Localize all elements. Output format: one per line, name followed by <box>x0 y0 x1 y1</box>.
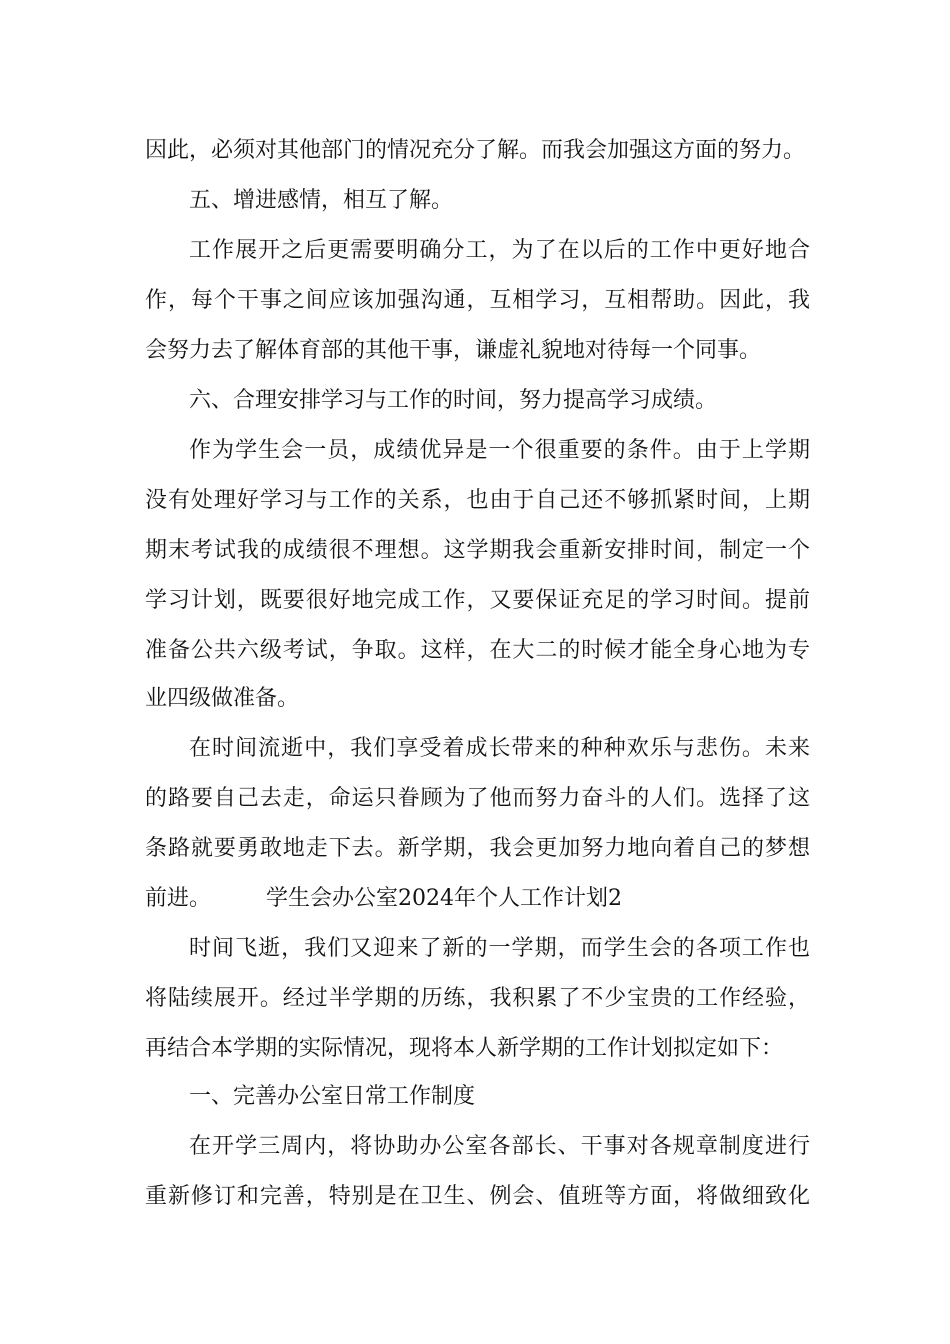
body-text-line: 业四级做准备。 <box>145 686 300 711</box>
body-text-line: 期末考试我的成绩很不理想。这学期我会重新安排时间，制定一个 <box>145 538 810 563</box>
body-text-line: 再结合本学期的实际情况，现将本人新学期的工作计划拟定如下： <box>145 1036 784 1061</box>
body-text-line: 准备公共六级考试，争取。这样，在大二的时候才能全身心地为专 <box>145 638 810 663</box>
body-text-line: 重新修订和完善，特别是在卫生、例会、值班等方面，将做细致化 <box>145 1184 810 1209</box>
body-text-line: 将陆续展开。经过半学期的历练，我积累了不少宝贵的工作经验， <box>145 986 810 1011</box>
body-text-line: 的路要自己去走，命运只眷顾为了他而努力奋斗的人们。选择了这 <box>145 786 810 811</box>
paragraph-first-line: 时间飞逝，我们又迎来了新的一学期，而学生会的各项工作也 <box>189 936 810 961</box>
paragraph-first-line: 在开学三周内，将协助办公室各部长、干事对各规章制度进行 <box>189 1134 810 1159</box>
body-text-line: 会努力去了解体育部的其他干事，谦虚礼貌地对待每一个同事。 <box>145 338 762 363</box>
section-heading: 一、完善办公室日常工作制度 <box>189 1084 476 1109</box>
body-text-line: 条路就要勇敢地走下去。新学期，我会更加努力地向着自己的梦想 <box>145 836 810 861</box>
section-heading: 五、增进感情，相互了解。 <box>189 188 454 213</box>
body-text-line: 没有处理好学习与工作的关系，也由于自己还不够抓紧时间，上期 <box>145 488 810 513</box>
paragraph-first-line: 工作展开之后更需要明确分工，为了在以后的工作中更好地合 <box>189 238 810 263</box>
paragraph-first-line: 作为学生会一员，成绩优异是一个很重要的条件。由于上学期 <box>189 438 810 463</box>
body-text-line: 学习计划，既要很好地完成工作，又要保证充足的学习时间。提前 <box>145 588 810 613</box>
body-text-line: 作，每个干事之间应该加强沟通，互相学习，互相帮助。因此，我 <box>145 288 810 313</box>
section-heading: 六、合理安排学习与工作的时间，努力提高学习成绩。 <box>189 388 718 413</box>
body-text-line: 因此，必须对其他部门的情况充分了解。而我会加强这方面的努力。 <box>145 138 806 163</box>
body-text-line-with-title: 前进。 学生会办公室2024年个人工作计划2 <box>145 886 622 911</box>
paragraph-first-line: 在时间流逝中，我们享受着成长带来的种种欢乐与悲伤。未来 <box>189 736 810 761</box>
